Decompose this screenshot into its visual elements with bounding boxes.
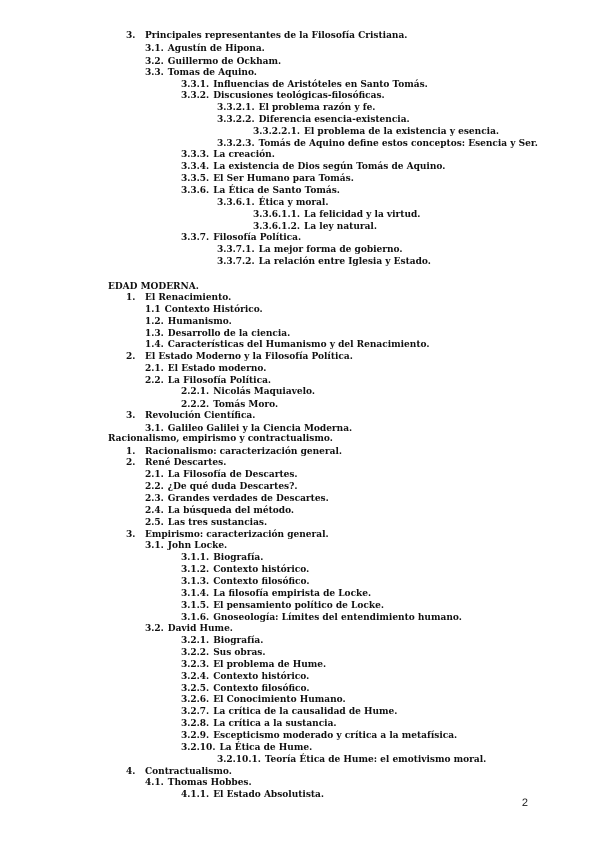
toc-text: Contexto filosófico. bbox=[213, 684, 310, 694]
toc-line bbox=[181, 790, 324, 801]
toc-line bbox=[145, 482, 298, 493]
toc-text: Gnoseología: Límites del entendimiento humano. bbox=[213, 613, 462, 623]
toc-number: 3.2.9. bbox=[181, 731, 210, 741]
toc-text: Discusiones teológicas-filosóficas. bbox=[213, 91, 385, 101]
toc-number: 1. bbox=[126, 293, 136, 303]
toc-line bbox=[145, 541, 227, 552]
toc-text: La felicidad y la virtud. bbox=[303, 210, 421, 220]
toc-text: El Conocimiento Humano. bbox=[213, 695, 346, 705]
toc-line bbox=[145, 506, 294, 517]
toc-line bbox=[181, 577, 309, 588]
toc-line bbox=[217, 198, 329, 209]
toc-line bbox=[181, 565, 309, 576]
toc-number: 2.4. bbox=[145, 506, 164, 516]
toc-text: Galileo Galilei y la Ciencia Moderna. bbox=[167, 424, 353, 434]
toc-line bbox=[108, 434, 333, 445]
toc-text: Influencias de Aristóteles en Santo Tomás. bbox=[213, 80, 428, 90]
toc-line bbox=[145, 57, 281, 68]
toc-number: 4. bbox=[126, 767, 136, 777]
toc-text: La crítica a la sustancia. bbox=[213, 719, 337, 729]
toc-text: La mejor forma de gobierno. bbox=[258, 245, 403, 255]
toc-line bbox=[181, 731, 457, 742]
page-number: 2 bbox=[521, 797, 528, 809]
toc-line bbox=[145, 470, 298, 481]
toc-line bbox=[126, 447, 342, 458]
toc-text: ¿De qué duda Descartes?. bbox=[167, 482, 298, 492]
toc-number: 1.3. bbox=[145, 329, 164, 339]
toc-text: El Estado moderno. bbox=[167, 364, 267, 374]
toc-text: La Ética de Santo Tomás. bbox=[213, 186, 340, 196]
toc-line bbox=[217, 257, 431, 268]
toc-text: La Ética de Hume. bbox=[219, 743, 313, 753]
toc-text: Filosofía Política. bbox=[213, 233, 302, 243]
toc-text: Tomás Moro. bbox=[213, 400, 279, 410]
toc-line bbox=[181, 150, 275, 161]
toc-line bbox=[181, 719, 337, 730]
toc-number: 1.1 bbox=[145, 305, 161, 315]
toc-number: 1.4. bbox=[145, 340, 164, 350]
toc-line bbox=[126, 458, 226, 469]
toc-line bbox=[181, 553, 263, 564]
toc-text: Desarrollo de la ciencia. bbox=[167, 329, 291, 339]
toc-number: 4.1.1. bbox=[181, 790, 210, 800]
toc-line bbox=[181, 707, 397, 718]
toc-line bbox=[181, 648, 266, 659]
toc-number: 3.3.7.1. bbox=[217, 245, 255, 255]
toc-text: El Ser Humano para Tomás. bbox=[213, 174, 354, 184]
toc-text: David Hume. bbox=[167, 624, 233, 634]
toc-number: 3. bbox=[126, 530, 136, 540]
toc-text: La relación entre Iglesia y Estado. bbox=[258, 257, 431, 267]
toc-text: Escepticismo moderado y crítica a la metafísica. bbox=[213, 731, 458, 741]
toc-line bbox=[145, 778, 252, 789]
toc-line bbox=[181, 387, 315, 398]
toc-line bbox=[181, 80, 428, 91]
toc-number: 3.3.7. bbox=[181, 233, 210, 243]
toc-line bbox=[217, 115, 410, 126]
toc-line bbox=[126, 293, 231, 304]
toc-number: 3. bbox=[126, 31, 136, 41]
toc-number: 3.2.2. bbox=[181, 648, 210, 658]
toc-text: Sus obras. bbox=[213, 648, 266, 658]
toc-number: 2.5. bbox=[145, 518, 164, 528]
toc-text: La Filosofía de Descartes. bbox=[167, 470, 298, 480]
toc-number: 3.1. bbox=[145, 424, 164, 434]
toc-line bbox=[145, 364, 266, 375]
toc-number: 3.3.4. bbox=[181, 162, 210, 172]
toc-text: El Renacimiento. bbox=[145, 293, 232, 303]
toc-number: 3.1.5. bbox=[181, 601, 210, 611]
toc-number: 2.2. bbox=[145, 482, 164, 492]
toc-number: 4.1. bbox=[145, 778, 164, 788]
toc-line bbox=[126, 767, 232, 778]
toc-line bbox=[217, 139, 538, 150]
toc-line bbox=[145, 68, 257, 79]
toc-number: 3.2.7. bbox=[181, 707, 210, 717]
toc-number: 3.3.6.1. bbox=[217, 198, 255, 208]
toc-number: 2. bbox=[126, 458, 136, 468]
toc-text: El pensamiento político de Locke. bbox=[213, 601, 384, 611]
toc-number: 1.2. bbox=[145, 317, 164, 327]
toc-number: 3.2. bbox=[145, 57, 164, 67]
toc-number: 3.3.6.1.2. bbox=[253, 222, 300, 232]
toc-line bbox=[145, 494, 329, 505]
toc-line bbox=[181, 743, 312, 754]
toc-text: Tomas de Aquino. bbox=[167, 68, 257, 78]
toc-number: 2.1. bbox=[145, 470, 164, 480]
toc-number: 3.2.6. bbox=[181, 695, 210, 705]
toc-number: 3.3.2.3. bbox=[217, 139, 255, 149]
toc-number: 3.3.2.1. bbox=[217, 103, 255, 113]
toc-text: Tomás de Aquino define estos conceptos: Esencia y Ser. bbox=[258, 139, 538, 149]
toc-number: 3.3. bbox=[145, 68, 164, 78]
toc-text: La ley natural. bbox=[303, 222, 377, 232]
toc-text: Principales representantes de la Filosofía Cristiana. bbox=[145, 31, 408, 41]
toc-text: Thomas Hobbes. bbox=[167, 778, 252, 788]
toc-line bbox=[181, 233, 301, 244]
toc-number: 3.2.10.1. bbox=[217, 755, 261, 765]
toc-line bbox=[181, 684, 309, 695]
toc-text: John Locke. bbox=[167, 541, 228, 551]
toc-text: Las tres sustancias. bbox=[167, 518, 268, 528]
toc-line bbox=[145, 340, 429, 351]
toc-line bbox=[253, 210, 420, 221]
toc-number: 3.3.6.1.1. bbox=[253, 210, 300, 220]
toc-line bbox=[145, 44, 265, 55]
toc-line bbox=[217, 103, 375, 114]
toc-number: 3.2.5. bbox=[181, 684, 210, 694]
toc-text: El Estado Moderno y la Filosofía Política. bbox=[145, 352, 353, 362]
toc-line bbox=[181, 660, 326, 671]
toc-number: 2.2. bbox=[145, 376, 164, 386]
toc-number: 3.3.3. bbox=[181, 150, 210, 160]
toc-text: Nicolás Maquiavelo. bbox=[213, 387, 315, 397]
toc-number: 3.3.6. bbox=[181, 186, 210, 196]
toc-text: Agustín de Hipona. bbox=[167, 44, 265, 54]
toc-number: 3.1.2. bbox=[181, 565, 210, 575]
toc-text: Racionalismo: caracterización general. bbox=[145, 447, 343, 457]
toc-text: La Filosofía Política. bbox=[167, 376, 272, 386]
toc-line bbox=[126, 530, 329, 541]
toc-number: 3.2.10. bbox=[181, 743, 216, 753]
toc-line bbox=[126, 411, 255, 422]
toc-line bbox=[181, 589, 371, 600]
toc-number: 3.1. bbox=[145, 541, 164, 551]
toc-number: 2.2.2. bbox=[181, 400, 210, 410]
toc-number: 3.3.5. bbox=[181, 174, 210, 184]
toc-text: Contexto histórico. bbox=[213, 565, 310, 575]
toc-number: 3.3.2.2.1. bbox=[253, 127, 300, 137]
toc-number: 3.2.3. bbox=[181, 660, 210, 670]
toc-text: El Estado Absolutista. bbox=[213, 790, 325, 800]
toc-text: Contexto histórico. bbox=[213, 672, 310, 682]
toc-number: 3. bbox=[126, 411, 136, 421]
toc-number: 3.3.2.2. bbox=[217, 115, 255, 125]
toc-line bbox=[181, 174, 354, 185]
toc-text: Racionalismo, empirismo y contractualismo. bbox=[108, 434, 333, 444]
toc-number: 3.2. bbox=[145, 624, 164, 634]
toc-text: René Descartes. bbox=[145, 458, 227, 468]
toc-line bbox=[217, 755, 486, 766]
toc-text: El problema de la existencia y esencia. bbox=[303, 127, 500, 137]
toc-text: Guillermo de Ockham. bbox=[167, 57, 282, 67]
toc-number: 3.1.1. bbox=[181, 553, 210, 563]
toc-number: 3.2.4. bbox=[181, 672, 210, 682]
toc-line bbox=[181, 601, 384, 612]
toc-text: Contexto Histórico. bbox=[164, 305, 263, 315]
toc-text: La búsqueda del método. bbox=[167, 506, 295, 516]
toc-text: Biografía. bbox=[213, 553, 264, 563]
toc-text: La filosofía empirista de Locke. bbox=[213, 589, 372, 599]
toc-text: Contractualismo. bbox=[145, 767, 232, 777]
toc-number: 2.2.1. bbox=[181, 387, 210, 397]
toc-line bbox=[181, 636, 263, 647]
toc-line bbox=[108, 282, 199, 293]
toc-text: Grandes verdades de Descartes. bbox=[167, 494, 329, 504]
toc-number: 2. bbox=[126, 352, 136, 362]
toc-text: Características del Humanismo y del Renacimiento. bbox=[167, 340, 430, 350]
toc-line bbox=[181, 162, 445, 173]
toc-line bbox=[181, 695, 346, 706]
toc-text: Revolución Científica. bbox=[145, 411, 256, 421]
toc-text: La crítica de la causalidad de Hume. bbox=[213, 707, 398, 717]
toc-text: Humanismo. bbox=[167, 317, 232, 327]
toc-line bbox=[181, 91, 385, 102]
toc-number: 3.1.6. bbox=[181, 613, 210, 623]
toc-number: 2.1. bbox=[145, 364, 164, 374]
toc-line bbox=[145, 518, 267, 529]
toc-line bbox=[181, 672, 309, 683]
toc-line bbox=[126, 31, 407, 42]
toc-text: Empirismo: caracterización general. bbox=[145, 530, 329, 540]
toc-line bbox=[181, 186, 340, 197]
toc-text: Ética y moral. bbox=[258, 198, 329, 208]
toc-number: 3.1.4. bbox=[181, 589, 210, 599]
toc-number: 3.3.2. bbox=[181, 91, 210, 101]
toc-text: Diferencia esencia-existencia. bbox=[258, 115, 410, 125]
toc-text: El problema de Hume. bbox=[213, 660, 327, 670]
toc-line bbox=[145, 317, 232, 328]
toc-number: 3.3.1. bbox=[181, 80, 210, 90]
toc-text: EDAD MODERNA. bbox=[108, 282, 199, 292]
toc-text: Contexto filosófico. bbox=[213, 577, 310, 587]
toc-number: 1. bbox=[126, 447, 136, 457]
toc-line bbox=[217, 245, 403, 256]
toc-number: 2.3. bbox=[145, 494, 164, 504]
toc-line bbox=[181, 613, 462, 624]
toc-line bbox=[145, 329, 290, 340]
toc-line bbox=[126, 352, 353, 363]
toc-line bbox=[145, 624, 233, 635]
toc-line bbox=[145, 305, 263, 316]
toc-text: La creación. bbox=[213, 150, 275, 160]
toc-number: 3.1.3. bbox=[181, 577, 210, 587]
toc-number: 3.2.1. bbox=[181, 636, 210, 646]
toc-line bbox=[145, 376, 271, 387]
toc-number: 3.2.8. bbox=[181, 719, 210, 729]
toc-text: Teoría Ética de Hume: el emotivismo moral. bbox=[264, 755, 487, 765]
toc-number: 3.1. bbox=[145, 44, 164, 54]
toc-line bbox=[253, 127, 499, 138]
toc-line bbox=[181, 400, 278, 411]
toc-line bbox=[253, 222, 377, 233]
toc-number: 3.3.7.2. bbox=[217, 257, 255, 267]
toc-text: El problema razón y fe. bbox=[258, 103, 376, 113]
toc-text: Biografía. bbox=[213, 636, 264, 646]
toc-text: La existencia de Dios según Tomás de Aquino. bbox=[213, 162, 446, 172]
